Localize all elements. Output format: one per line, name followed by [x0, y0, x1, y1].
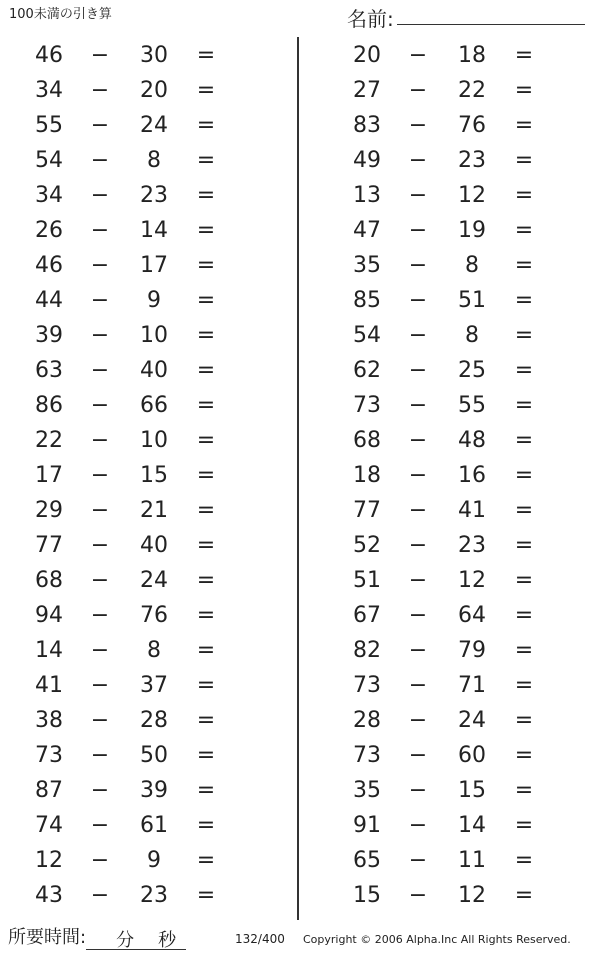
minuend: 46 [35, 43, 63, 68]
subtrahend: 18 [458, 43, 486, 68]
subtrahend: 24 [140, 113, 168, 138]
minuend: 68 [35, 568, 63, 593]
subtrahend: 15 [140, 463, 168, 488]
subtrahend: 8 [147, 638, 161, 663]
equals-sign: = [514, 568, 534, 593]
subtrahend: 24 [140, 568, 168, 593]
subtrahend: 40 [140, 358, 168, 383]
subtrahend: 60 [458, 743, 486, 768]
minus-sign: − [90, 708, 110, 733]
minuend: 73 [353, 393, 381, 418]
minus-sign: − [90, 253, 110, 278]
minuend: 22 [35, 428, 63, 453]
minus-sign: − [408, 428, 428, 453]
minuend: 83 [353, 113, 381, 138]
minus-sign: − [90, 113, 110, 138]
minuend: 41 [35, 673, 63, 698]
equals-sign: = [514, 428, 534, 453]
minuend: 38 [35, 708, 63, 733]
minuend: 55 [35, 113, 63, 138]
equals-sign: = [514, 813, 534, 838]
minus-sign: − [408, 393, 428, 418]
subtrahend: 66 [140, 393, 168, 418]
minus-sign: − [90, 813, 110, 838]
minuend: 73 [353, 743, 381, 768]
copyright-notice: Copyright © 2006 Alpha.Inc All Rights Reserved. [303, 933, 571, 946]
equals-sign: = [196, 568, 216, 593]
equals-sign: = [514, 708, 534, 733]
equals-sign: = [196, 498, 216, 523]
subtrahend: 10 [140, 323, 168, 348]
subtrahend: 41 [458, 498, 486, 523]
equals-sign: = [196, 463, 216, 488]
name-blank-line[interactable] [397, 24, 585, 25]
minuend: 73 [353, 673, 381, 698]
minus-sign: − [90, 323, 110, 348]
subtrahend: 12 [458, 568, 486, 593]
minus-sign: − [408, 463, 428, 488]
minuend: 46 [35, 253, 63, 278]
minuend: 14 [35, 638, 63, 663]
equals-sign: = [196, 603, 216, 628]
minuend: 52 [353, 533, 381, 558]
minus-sign: − [408, 533, 428, 558]
minus-sign: − [90, 673, 110, 698]
minus-sign: − [90, 778, 110, 803]
minus-sign: − [408, 113, 428, 138]
subtrahend: 8 [465, 253, 479, 278]
minus-sign: − [90, 393, 110, 418]
minus-sign: − [90, 183, 110, 208]
subtrahend: 55 [458, 393, 486, 418]
column-divider [297, 37, 299, 920]
minus-sign: − [408, 43, 428, 68]
minuend: 51 [353, 568, 381, 593]
minutes-unit: 分 [116, 930, 135, 951]
equals-sign: = [514, 638, 534, 663]
subtrahend: 12 [458, 183, 486, 208]
subtrahend: 16 [458, 463, 486, 488]
minus-sign: − [90, 848, 110, 873]
minus-sign: − [90, 218, 110, 243]
minus-sign: − [408, 288, 428, 313]
equals-sign: = [196, 358, 216, 383]
equals-sign: = [196, 883, 216, 908]
minus-sign: − [90, 78, 110, 103]
subtrahend: 23 [458, 148, 486, 173]
equals-sign: = [514, 533, 534, 558]
minuend: 77 [353, 498, 381, 523]
equals-sign: = [514, 883, 534, 908]
equals-sign: = [514, 848, 534, 873]
minus-sign: − [408, 603, 428, 628]
equals-sign: = [514, 218, 534, 243]
minus-sign: − [408, 498, 428, 523]
equals-sign: = [196, 778, 216, 803]
subtrahend: 19 [458, 218, 486, 243]
minuend: 54 [35, 148, 63, 173]
subtrahend: 76 [140, 603, 168, 628]
minuend: 28 [353, 708, 381, 733]
minus-sign: − [408, 568, 428, 593]
subtrahend: 21 [140, 498, 168, 523]
minuend: 26 [35, 218, 63, 243]
equals-sign: = [196, 148, 216, 173]
equals-sign: = [196, 78, 216, 103]
subtrahend: 25 [458, 358, 486, 383]
equals-sign: = [514, 148, 534, 173]
equals-sign: = [514, 463, 534, 488]
equals-sign: = [514, 673, 534, 698]
seconds-unit: 秒 [158, 930, 177, 951]
minuend: 35 [353, 253, 381, 278]
equals-sign: = [514, 603, 534, 628]
subtrahend: 23 [458, 533, 486, 558]
minuend: 12 [35, 848, 63, 873]
minuend: 27 [353, 78, 381, 103]
equals-sign: = [514, 393, 534, 418]
subtrahend: 64 [458, 603, 486, 628]
subtrahend: 8 [465, 323, 479, 348]
equals-sign: = [514, 778, 534, 803]
minuend: 49 [353, 148, 381, 173]
minuend: 77 [35, 533, 63, 558]
minus-sign: − [90, 743, 110, 768]
minus-sign: − [408, 638, 428, 663]
minuend: 85 [353, 288, 381, 313]
minuend: 94 [35, 603, 63, 628]
minuend: 62 [353, 358, 381, 383]
minus-sign: − [408, 148, 428, 173]
minus-sign: − [90, 428, 110, 453]
subtrahend: 39 [140, 778, 168, 803]
minus-sign: − [90, 358, 110, 383]
equals-sign: = [196, 43, 216, 68]
equals-sign: = [514, 78, 534, 103]
minus-sign: − [90, 148, 110, 173]
minus-sign: − [90, 498, 110, 523]
equals-sign: = [514, 113, 534, 138]
minus-sign: − [408, 848, 428, 873]
minus-sign: − [408, 323, 428, 348]
equals-sign: = [514, 183, 534, 208]
minus-sign: − [408, 358, 428, 383]
subtrahend: 23 [140, 883, 168, 908]
minuend: 82 [353, 638, 381, 663]
subtrahend: 9 [147, 848, 161, 873]
minuend: 20 [353, 43, 381, 68]
equals-sign: = [514, 498, 534, 523]
subtrahend: 76 [458, 113, 486, 138]
equals-sign: = [514, 743, 534, 768]
subtrahend: 28 [140, 708, 168, 733]
equals-sign: = [196, 288, 216, 313]
minus-sign: − [90, 43, 110, 68]
equals-sign: = [196, 813, 216, 838]
equals-sign: = [196, 253, 216, 278]
minus-sign: − [90, 603, 110, 628]
subtrahend: 20 [140, 78, 168, 103]
minuend: 67 [353, 603, 381, 628]
minuend: 65 [353, 848, 381, 873]
name-label: 名前: [347, 7, 394, 31]
minus-sign: − [408, 883, 428, 908]
minus-sign: − [90, 533, 110, 558]
equals-sign: = [196, 393, 216, 418]
subtrahend: 12 [458, 883, 486, 908]
equals-sign: = [196, 428, 216, 453]
subtrahend: 15 [458, 778, 486, 803]
subtrahend: 14 [458, 813, 486, 838]
equals-sign: = [196, 743, 216, 768]
equals-sign: = [196, 848, 216, 873]
minuend: 73 [35, 743, 63, 768]
minus-sign: − [408, 78, 428, 103]
subtrahend: 30 [140, 43, 168, 68]
minus-sign: − [408, 813, 428, 838]
equals-sign: = [196, 638, 216, 663]
worksheet-title: 100未満の引き算 [9, 7, 112, 22]
minus-sign: − [408, 183, 428, 208]
subtrahend: 48 [458, 428, 486, 453]
equals-sign: = [514, 288, 534, 313]
subtrahend: 37 [140, 673, 168, 698]
minus-sign: − [408, 743, 428, 768]
subtrahend: 61 [140, 813, 168, 838]
equals-sign: = [196, 533, 216, 558]
minus-sign: − [408, 253, 428, 278]
minuend: 29 [35, 498, 63, 523]
minus-sign: − [90, 883, 110, 908]
minus-sign: − [408, 778, 428, 803]
minus-sign: − [90, 638, 110, 663]
minuend: 43 [35, 883, 63, 908]
page-number: 132/400 [235, 932, 285, 946]
subtrahend: 24 [458, 708, 486, 733]
minuend: 35 [353, 778, 381, 803]
minuend: 91 [353, 813, 381, 838]
subtrahend: 14 [140, 218, 168, 243]
subtrahend: 8 [147, 148, 161, 173]
minus-sign: − [408, 673, 428, 698]
equals-sign: = [196, 113, 216, 138]
minuend: 63 [35, 358, 63, 383]
minus-sign: − [90, 463, 110, 488]
minus-sign: − [408, 708, 428, 733]
minuend: 17 [35, 463, 63, 488]
minuend: 34 [35, 78, 63, 103]
time-taken-blank[interactable] [86, 929, 186, 950]
minuend: 44 [35, 288, 63, 313]
minuend: 86 [35, 393, 63, 418]
time-taken [8, 926, 186, 950]
subtrahend: 50 [140, 743, 168, 768]
minuend: 18 [353, 463, 381, 488]
minus-sign: − [90, 288, 110, 313]
minus-sign: − [90, 568, 110, 593]
equals-sign: = [196, 218, 216, 243]
time-taken-label: 所要時間: [8, 927, 87, 948]
minuend: 68 [353, 428, 381, 453]
minuend: 74 [35, 813, 63, 838]
subtrahend: 17 [140, 253, 168, 278]
subtrahend: 11 [458, 848, 486, 873]
equals-sign: = [514, 253, 534, 278]
equals-sign: = [196, 323, 216, 348]
subtrahend: 10 [140, 428, 168, 453]
subtrahend: 79 [458, 638, 486, 663]
subtrahend: 9 [147, 288, 161, 313]
minuend: 54 [353, 323, 381, 348]
minuend: 39 [35, 323, 63, 348]
subtrahend: 22 [458, 78, 486, 103]
equals-sign: = [196, 183, 216, 208]
minus-sign: − [408, 218, 428, 243]
minuend: 87 [35, 778, 63, 803]
minuend: 15 [353, 883, 381, 908]
minuend: 47 [353, 218, 381, 243]
equals-sign: = [196, 708, 216, 733]
equals-sign: = [514, 323, 534, 348]
minuend: 34 [35, 183, 63, 208]
subtrahend: 51 [458, 288, 486, 313]
subtrahend: 71 [458, 673, 486, 698]
equals-sign: = [514, 43, 534, 68]
subtrahend: 23 [140, 183, 168, 208]
equals-sign: = [514, 358, 534, 383]
subtrahend: 40 [140, 533, 168, 558]
minuend: 13 [353, 183, 381, 208]
equals-sign: = [196, 673, 216, 698]
